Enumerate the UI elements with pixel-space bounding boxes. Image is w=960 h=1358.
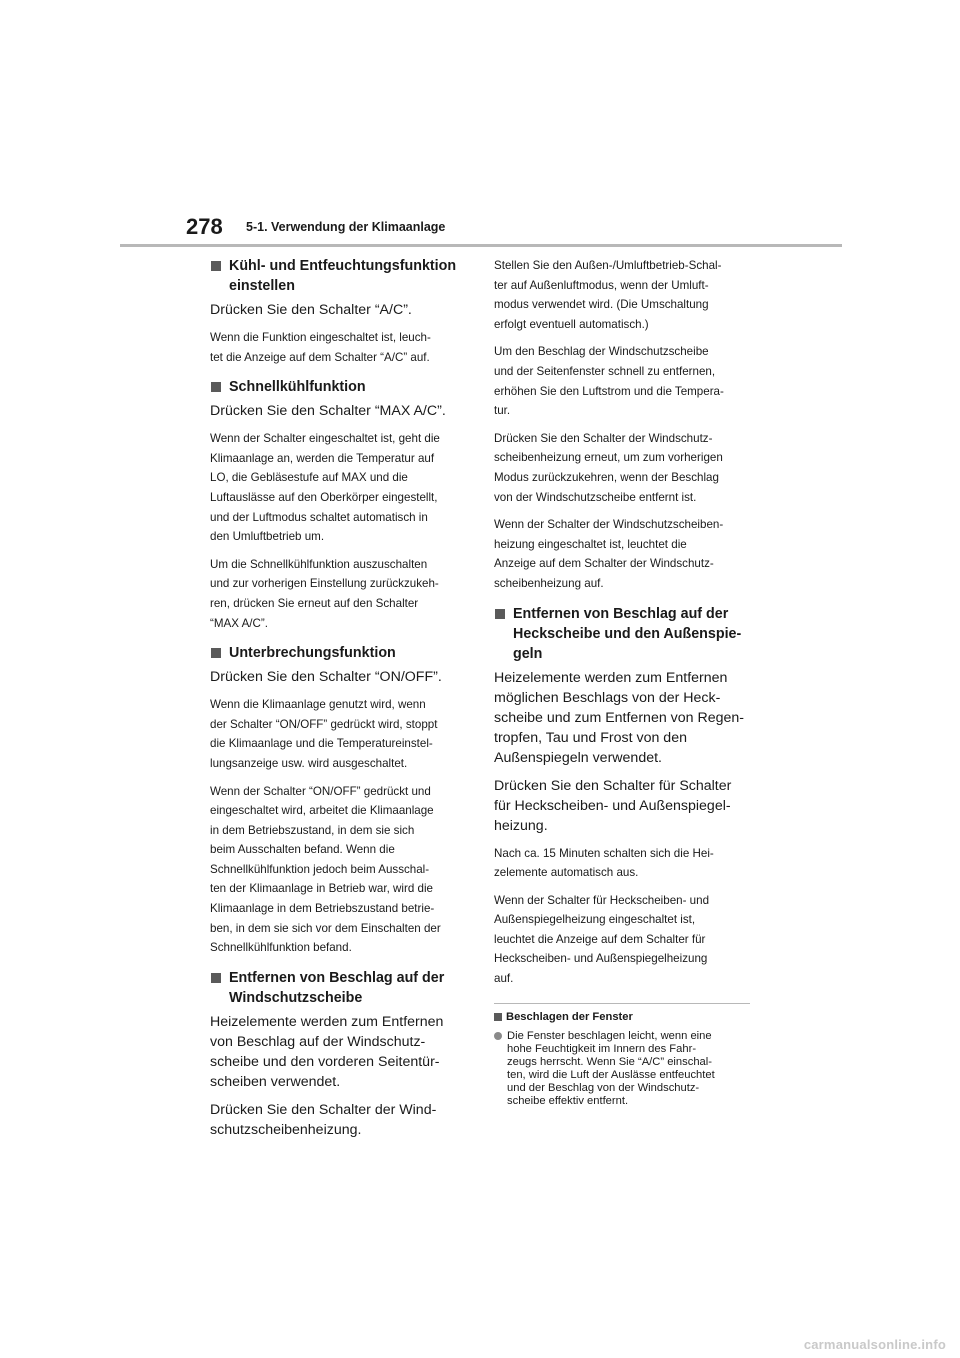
heading-defog-rear: Entfernen von Beschlag auf der Heckscheibe und den Außenspie- geln	[494, 604, 750, 664]
heading-defog-windshield: Entfernen von Beschlag auf der Windschutzscheibe	[210, 968, 466, 1008]
square-bullet-icon	[495, 609, 505, 619]
instruction-rear-heater: Drücken Sie den Schalter für Schalter für Heckscheiben- und Außenspiegel- heizung.	[494, 777, 732, 834]
note-divider	[494, 1003, 750, 1004]
left-column	[210, 256, 466, 1148]
paragraph: Wenn die Klimaanlage genutzt wird, wenn der Schalter “ON/OFF” gedrückt wird, stoppt die Klimaanlage und die Temperatureinstel- lungsanzeige usw. wird ausgeschaltet.	[210, 698, 438, 770]
square-bullet-icon	[211, 261, 221, 271]
paragraph: Wenn der Schalter der Windschutzscheiben- heizung eingeschaltet ist, leuchtet die Anzeige auf dem Schalter der Windschutz- scheibenheizung auf.	[494, 518, 724, 590]
paragraph: Nach ca. 15 Minuten schalten sich die Hei- zelemente automatisch aus.	[494, 846, 714, 880]
heading-quick-cool: Schnellkühlfunktion	[210, 377, 466, 397]
watermark: carmanualsonline.info	[803, 1337, 946, 1352]
paragraph: Um die Schnellkühlfunktion auszuschalten und zur vorherigen Einstellung zurückzukeh- ren, drücken Sie erneut auf den Schalter “MAX A/C”.	[210, 557, 439, 630]
instruction-max-ac: Drücken Sie den Schalter “MAX A/C”.	[210, 403, 446, 420]
square-bullet-icon	[211, 648, 221, 658]
heading-cool-dehumidify: Kühl- und Entfeuchtungsfunktion einstellen	[210, 256, 466, 296]
page-number: 278	[186, 214, 223, 239]
paragraph: Stellen Sie den Außen-/Umluftbetrieb-Schal- ter auf Außenluftmodus, wenn der Umluft- modus verwendet wird. (Die Umschaltung erfolgt eventuell automatisch.)	[494, 259, 722, 331]
square-bullet-icon	[211, 973, 221, 983]
paragraph-large: Heizelemente werden zum Entfernen möglichen Beschlags von der Heck- scheibe und zum Entfernen von Regen- tropfen, Tau und Frost von den Außenspiegeln verwendet.	[494, 669, 745, 766]
instruction-ac: Drücken Sie den Schalter “A/C”.	[210, 302, 412, 318]
note-item: Die Fenster beschlagen leicht, wenn eine hohe Feuchtigkeit im Innern des Fahr- zeugs herrscht. Wenn Sie “A/C” einschal- ten, wird die Luft der Auslässe entfeuchtet und der Beschlag von der Windschutz- scheibe effektiv entfernt.	[494, 1030, 750, 1108]
paragraph: Wenn der Schalter für Heckscheiben- und Außenspiegelheizung eingeschaltet ist, leuchtet die Anzeige auf dem Schalter für Heckscheiben- und Außenspiegelheizung auf.	[494, 893, 710, 986]
right-column	[494, 256, 750, 1108]
note-title: Beschlagen der Fenster	[494, 1010, 750, 1025]
paragraph: Wenn der Schalter eingeschaltet ist, geht die Klimaanlage an, werden die Temperatur auf LO, die Gebläsestufe auf MAX und die Luftauslässe auf den Oberkörper eingestellt, und der Luftmodus schaltet automatisch in den Umluftbetrieb um.	[210, 432, 440, 544]
header-divider	[120, 244, 842, 247]
square-bullet-icon	[211, 382, 221, 392]
paragraph: Drücken Sie den Schalter der Windschutz- scheibenheizung erneut, um zum vorherigen Modus zurückzukehren, wenn der Beschlag von der Windschutzscheibe entfernt ist.	[494, 431, 723, 504]
circle-bullet-icon	[494, 1032, 502, 1040]
paragraph: Wenn der Schalter “ON/OFF” gedrückt und eingeschaltet wird, arbeitet die Klimaanlage in dem Betriebszustand, in dem sie sich beim Ausschalten befand. Wenn die Schnellkühlfunktion jedoch beim Ausschal- ten der Klimaanlage in Betrieb war, wird die Klimaanlage in dem Betriebszustand betrie- ben, in dem sie sich vor dem Einschalten der Schnellkühlfunktion befand.	[210, 784, 441, 955]
instruction-windshield-heater: Drücken Sie den Schalter der Wind- schutzscheibenheizung.	[210, 1101, 437, 1138]
heading-interrupt: Unterbrechungsfunktion	[210, 643, 466, 663]
page-header	[0, 0, 960, 250]
paragraph: Um den Beschlag der Windschutzscheibe und der Seitenfenster schnell zu entfernen, erhöhen Sie den Luftstrom und die Tempera- tur.	[494, 345, 724, 418]
paragraph: Wenn die Funktion eingeschaltet ist, leuch- tet die Anzeige auf dem Schalter “A/C” auf.	[210, 331, 431, 364]
section-title: 5-1. Verwendung der Klimaanlage	[246, 220, 446, 234]
square-bullet-icon	[494, 1013, 502, 1021]
paragraph-large: Heizelemente werden zum Entfernen von Beschlag auf der Windschutz- scheibe und den vorderen Seitentür- scheiben verwendet.	[210, 1013, 444, 1090]
instruction-on-off: Drücken Sie den Schalter “ON/OFF”.	[210, 669, 442, 686]
